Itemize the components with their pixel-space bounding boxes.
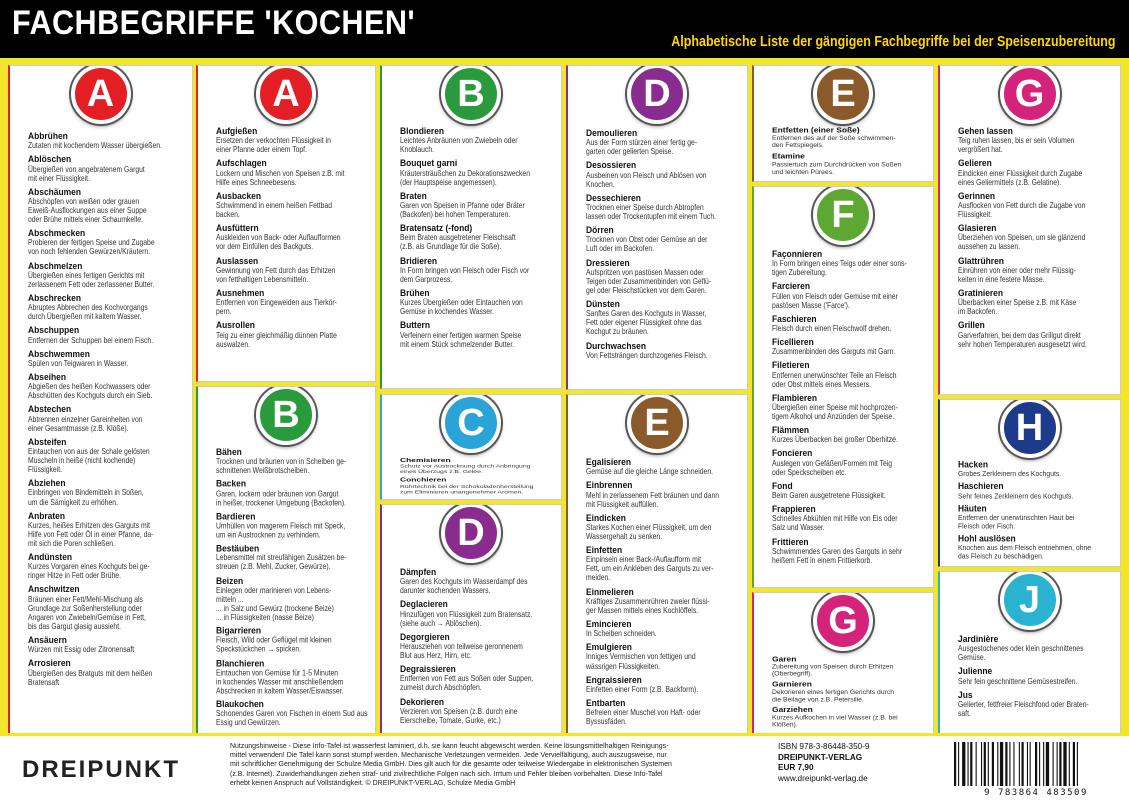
term-name: Abschrecken xyxy=(28,291,82,303)
term-definition: Auskleiden von Back- oder Auflaufformen vor dem Einfüllen des Backguts. xyxy=(216,233,341,252)
term-name: Garen xyxy=(772,654,797,663)
term-definition: Sanftes Garen des Kochguts in Wasser, Fett oder eigener Flüssigkeit ohne das Kochgut zu bräunen. xyxy=(586,309,707,337)
term-definition: Schnelles Abkühlen mit Hilfe von Eis oder Salz und Wasser. xyxy=(772,514,898,533)
term-definition: Schwimmend in einem heißen Fettbad backen. xyxy=(216,200,333,220)
term-definition: Herausziehen von teilweise geronnenem Blut aus Herz, Hirn, etc. xyxy=(400,641,523,661)
term-definition: Probieren der fertigen Speise und Zugabe von noch fehlenden Gewürzen/Kräutern. xyxy=(28,238,155,257)
term-name: Ablöschen xyxy=(28,153,72,165)
term-definition: Inniges Vermischen von fettigen und wässrigen Flüssigkeiten. xyxy=(586,652,696,671)
term-definition: Bräunen einer Fett/Mehl-Mischung als Grundlage zur Soßenherstellung oder Angaren von Zwiebeln/Gemüse in Fett, bis das Gargut glasig aussieht. xyxy=(28,594,146,631)
term-definition: Von Fettsträngen durchzogenes Fleisch. xyxy=(586,350,708,360)
term-name: Abschmecken xyxy=(28,227,86,239)
term-name: Degraissieren xyxy=(400,663,456,675)
letter-badge: G xyxy=(813,592,873,651)
term-definition: Zusammenbinden des Garguts mit Garn. xyxy=(772,347,896,357)
term-name: Gelieren xyxy=(958,157,992,169)
term-name: Bouquet garni xyxy=(400,157,458,169)
term-name: Abstechen xyxy=(28,403,72,415)
term-name: Bardieren xyxy=(216,510,256,522)
term-name: Hacken xyxy=(958,459,989,470)
term-name: Dressieren xyxy=(586,256,630,268)
letter-badge: F xyxy=(813,186,873,245)
term-definition: Aufspritzen von pastösen Massen oder Teigen oder Zusammenbinden von Geflü- gel oder Fleischstücken vor dem Garen. xyxy=(586,267,712,295)
term-definition: Übergießen eines fertigen Gerichts mit zerlassenem Fett oder zerlassener Butter. xyxy=(28,270,155,289)
term-name: Entfetten (einer Soße) xyxy=(772,125,860,135)
term-definition: Leichtes Anbräunen von Zwiebeln oder Knoblauch. xyxy=(400,136,518,155)
term-name: Glattrühren xyxy=(958,254,1004,266)
term-definition: Gemüse auf die gleiche Länge schneiden. xyxy=(586,467,714,477)
term-name: Andünsten xyxy=(28,551,73,563)
term-definition: Abruptes Abbrechen des Kochvorgangs durch Übergießen mit kaltem Wasser. xyxy=(28,303,148,322)
letter-badge: A xyxy=(256,65,316,124)
term-definition: Lebensmittel mit streufähigen Zusätzen be- streuen (z.B. Mehl, Zucker, Gewürze). xyxy=(216,553,347,572)
term-name: Filetieren xyxy=(772,359,810,371)
term-definition: Kurzes Vorgaren eines Kochguts bei ge- ringer Hitze in Fett oder Brühe. xyxy=(28,562,150,581)
term-name: Farcieren xyxy=(772,280,810,292)
term-name: Conchieren xyxy=(400,476,447,484)
term-definition: Einrühren von einer oder mehr Flüssig- keiten in eine festere Masse. xyxy=(958,265,1076,284)
term-name: Flämmen xyxy=(772,424,810,436)
term-name: Abschuppen xyxy=(28,324,80,336)
term-definition: Entfernen der unerwünschten Haut bei Fleisch oder Fisch. xyxy=(958,513,1075,531)
term-definition: Lockern und Mischen von Speisen z.B. mit Hilfe eines Schneebesens. xyxy=(216,168,345,187)
term-definition: Beim Garen ausgetretene Flüssigkeit. xyxy=(772,491,886,501)
term-definition: Knochen aus dem Fleisch entnehmen, ohne das Fleisch zu beschädigen. xyxy=(958,543,1092,561)
term-name: Fond xyxy=(772,479,793,491)
term-definition: Übergießen des Bratguts mit dem heißen Bratensaft xyxy=(28,668,153,687)
letter-badge: J xyxy=(1000,571,1060,630)
term-card-e xyxy=(566,394,748,734)
term-definition: Einbringen von Bindemitteln in Soßen, um die Sämigkeit zu erhöhen. xyxy=(28,488,144,507)
term-card-j xyxy=(938,571,1121,734)
term-name: Blanchieren xyxy=(216,657,265,668)
term-definition: In Form bringen von Fleisch oder Fisch vor dem Garprozess. xyxy=(400,265,530,284)
publication-info xyxy=(778,742,870,784)
term-definition: Trocknen von Obst oder Gemüse an der Luft oder im Backofen. xyxy=(586,235,708,254)
barcode-icon xyxy=(952,742,1120,790)
letter-badge: D xyxy=(441,504,501,563)
term-definition: Schwimmendes Garen des Garguts in sehr heißem Fett in einem Frittierkorb. xyxy=(772,546,902,565)
term-definition: Rührtechnik bei der Schokoladenherstellung zum Eliminieren unangenehmer Aromen. xyxy=(400,483,534,495)
term-definition: Beim Braten ausgetretener Fleischsaft (z.B. als Grundlage für die Soße). xyxy=(400,233,516,252)
term-definition: Teig zu einer gleichmäßig dünnen Platte auswalzen. xyxy=(216,330,337,349)
term-definition: Garen des Kochguts im Wasserdampf des darunter kochenden Wassers. xyxy=(400,577,528,596)
term-name: Einfetten xyxy=(586,544,623,556)
term-name: Backen xyxy=(216,478,247,490)
term-definition: Übergießen einer Speise mit hochprozen- tigem Alkohol und Anzünden der Speise. xyxy=(772,402,898,422)
term-name: Ansäuern xyxy=(28,634,67,646)
term-name: Frittieren xyxy=(772,535,809,547)
term-list xyxy=(586,457,741,730)
term-name: Dekorieren xyxy=(400,695,445,707)
term-name: Dämpfen xyxy=(400,566,437,577)
term-name: Jus xyxy=(958,688,973,700)
term-name: Gratinieren xyxy=(958,286,1004,298)
term-name: Auslassen xyxy=(216,254,259,266)
term-name: Blondieren xyxy=(400,125,445,136)
term-card-b xyxy=(196,386,376,734)
term-name: Deglacieren xyxy=(400,598,448,610)
term-name: Hohl auslösen xyxy=(958,533,1016,544)
term-name: Emincieren xyxy=(586,617,632,629)
term-name: Abbrühen xyxy=(28,130,68,141)
term-name: Aufgießen xyxy=(216,125,258,136)
term-definition: Passiertuch zum Durchdrücken von Soßen und leichten Pürees. xyxy=(772,160,902,176)
isbn: ISBN 978-3-86448-350-9 xyxy=(778,742,870,751)
term-name: Garnieren xyxy=(772,679,812,689)
term-name: Braten xyxy=(400,189,427,201)
poster-canvas xyxy=(0,58,1129,800)
barcode-number: 9 783864 483509 xyxy=(984,788,1088,798)
term-name: Dörren xyxy=(586,224,614,236)
usage-notice: Nutzungshinweise - Diese Info-Tafel ist wasserfest laminiert, d.h. sie kann feucht abgewischt werden. Keine lösungsmittelhaltigen Reinigungs- mittel verwenden! Die Tafel kann sonst stumpf werden. Mechanische Verletzungen vermeiden. Jede Vervielfältigung, auch auszugsweise, nur mit schriftlicher Genehmigung der Schulze Media GmbH. Dies gilt auch für die gesamte oder teilweise Wiedergabe in elektronischen Systemen (z.B. Internet). Zuwiderhandlungen ziehen straf- und zivilrechtliche Folgen nach sich. Irrtum und Fehler bleiben vorbehalten. Diese Info-Tafel erhebt keinen Anspruch auf Vollständigkeit. © DREIPUNKT-VERLAG, Schulze Media GmbH xyxy=(230,741,672,787)
footer xyxy=(0,733,1129,800)
term-definition: Aus der Form stürzen einer fertig ge- garten oder gelierten Speise. xyxy=(586,138,698,157)
term-definition: Eintauchen von aus der Schale gelösten Muscheln in heiße (nicht kochende) Flüssigkeit. xyxy=(28,446,150,475)
term-definition: Ausflocken von Fett durch die Zugabe von Flüssigkeit. xyxy=(958,200,1086,220)
term-definition: Sehr feines Zerkleinern des Kochguts. xyxy=(958,491,1074,500)
term-list xyxy=(958,634,1114,722)
term-list xyxy=(772,249,927,569)
term-name: Garziehen xyxy=(772,705,813,714)
term-list xyxy=(400,126,555,353)
term-card-d xyxy=(380,504,562,734)
term-name: Egalisieren xyxy=(586,456,632,467)
term-name: Ficellieren xyxy=(772,336,814,348)
term-definition: Füllen von Fleisch oder Gemüse mit einer pastösen Masse ('Farce'). xyxy=(772,291,898,310)
term-name: Blaukochen xyxy=(216,698,264,710)
term-name: Ausnehmen xyxy=(216,286,265,298)
term-definition: In Form bringen eines Teigs oder einer sons- tigen Zubereitung. xyxy=(772,259,907,278)
term-name: Julienne xyxy=(958,665,993,677)
term-name: Bestäuben xyxy=(216,542,260,554)
term-list xyxy=(216,126,369,353)
term-name: Degorgieren xyxy=(400,630,450,642)
term-definition: Überziehen von Speisen, um sie glänzend aussehen zu lassen. xyxy=(958,233,1086,252)
letter-badge: B xyxy=(256,386,316,445)
term-definition: Einfetten einer Form (z.B. Backform). xyxy=(586,684,699,694)
term-definition: Überbacken einer Speise z.B. mit Käse im Backofen. xyxy=(958,298,1077,317)
term-card-b xyxy=(380,65,562,389)
term-definition: Kurzes, heißes Erhitzen des Garguts mit Hilfe von Fett oder Öl in einer Pfanne, da- mit sich die Poren schließen. xyxy=(28,520,154,548)
term-definition: Kräutersträußchen zu Dekorationszwecken (der Hauptspeise angemessen). xyxy=(400,168,531,187)
term-definition: Entfernen des auf der Soße schwimmen- den Fettspiegels. xyxy=(772,134,896,150)
term-definition: Verzieren von Speisen (z.B. durch eine Eierscheibe, Tomate, Gurke, etc.) xyxy=(400,706,518,725)
term-definition: Kurzes Übergießen oder Eintauchen von Gemüse in kochendes Wasser. xyxy=(400,298,523,317)
term-definition: Kräftiges Zusammenrühren zweier flüssi- ger Massen mittels eines Kochlöffels. xyxy=(586,596,710,615)
term-definition: Starkes Kochen einer Flüssigkeit, um den Wassergehalt zu senken. xyxy=(586,522,712,541)
term-name: Einbrennen xyxy=(586,479,633,491)
term-card-c xyxy=(380,394,562,500)
letter-badge: E xyxy=(627,394,687,453)
term-name: Beizen xyxy=(216,574,244,586)
term-definition: Fleisch durch einen Fleischwolf drehen. xyxy=(772,323,892,333)
term-definition: Eintauchen von Gemüse für 1-5 Minuten in kochendes Wasser mit anschließendem Abschrecken in kaltem Wasser/Eiswasser. xyxy=(216,668,344,696)
term-name: Eindicken xyxy=(586,511,626,523)
letter-badge: H xyxy=(1000,399,1060,458)
term-name: Demoulieren xyxy=(586,127,638,138)
term-definition: Gewinnung von Fett durch das Erhitzen von fetthaltigen Lebensmitteln. xyxy=(216,265,336,284)
term-list xyxy=(400,567,555,729)
term-name: Entbarten xyxy=(586,696,626,708)
term-definition: Kurzes Aufkochen in viel Wasser (z.B. bei Klößen). xyxy=(772,713,898,728)
term-list xyxy=(958,460,1114,564)
term-name: Engraissieren xyxy=(586,673,642,685)
page-title: FACHBEGRIFFE 'KOCHEN' xyxy=(12,4,416,42)
term-name: Aufschlagen xyxy=(216,157,267,169)
term-name: Dünsten xyxy=(586,298,620,310)
term-name: Chemisieren xyxy=(400,456,451,464)
term-card-h xyxy=(938,399,1121,567)
term-name: Abschäumen xyxy=(28,185,81,197)
term-name: Bähen xyxy=(216,446,242,457)
term-name: Glasieren xyxy=(958,222,997,234)
term-name: Haschieren xyxy=(958,480,1004,492)
header-bar xyxy=(0,0,1129,58)
term-definition: Abschöpfen von weißen oder grauen Eiweiß-Ausflockungen aus einer Suppe oder Brühe mittels einer Schaumkelle. xyxy=(28,196,147,225)
term-definition: Schutz vor Austrocknung durch Anbringung eines Überzugs z.B. Gelee. xyxy=(400,463,531,475)
term-name: Anschwitzen xyxy=(28,583,80,595)
term-definition: Eindicken einer Flüssigkeit durch Zugabe eines Geliermittels (z.B. Gelatine). xyxy=(958,168,1083,187)
term-name: Ausfüttern xyxy=(216,222,259,234)
term-definition: Einlegen oder marinieren von Lebens- mitteln ... ... in Salz und Gewürz (trockene Beize) ... in Flüssigkeiten (nasse Beize) xyxy=(216,585,334,622)
term-name: Durchwachsen xyxy=(586,339,647,351)
price: EUR 7,90 xyxy=(778,763,814,772)
term-name: Dessechieren xyxy=(586,191,641,203)
term-name: Bridieren xyxy=(400,254,438,266)
term-name: Einmelieren xyxy=(586,585,634,597)
term-definition: In Scheiben schneiden. xyxy=(586,629,657,639)
term-definition: Gelierter, fettfreier Fleischfond oder Braten- saft. xyxy=(958,699,1089,718)
term-name: Anbraten xyxy=(28,509,66,521)
term-definition: Entfernen von Eingeweiden aus Tierkör- pern. xyxy=(216,298,337,317)
term-name: Ausrollen xyxy=(216,319,255,331)
term-definition: Entfernen von Fett aus Soßen oder Suppen, zumeist durch Abschöpfen. xyxy=(400,674,534,693)
term-name: Etamine xyxy=(772,151,805,161)
term-definition: Abtrennen einzelner Gareinheiten von einer Gesamtmasse (z.B. Klöße). xyxy=(28,414,143,433)
term-card-a xyxy=(8,65,193,734)
term-definition: Hinzufügen von Flüssigkeit zum Bratensatz. (siehe auch → Ablöschen). xyxy=(400,609,533,628)
term-name: Emulgieren xyxy=(586,641,632,653)
term-name: Gehen lassen xyxy=(958,125,1013,136)
letter-badge: G xyxy=(1000,65,1060,124)
term-definition: Auslegen von Gefäßen/Formen mit Teig oder Speckscheiben etc. xyxy=(772,458,893,477)
term-definition: Entfernen der Schuppen bei einem Fisch. xyxy=(28,335,154,345)
term-list xyxy=(958,126,1114,353)
letter-badge: A xyxy=(71,65,131,124)
term-definition: Abgießen des heißen Kochwassers oder Abschütten des Kochguts durch ein Sieb. xyxy=(28,382,153,401)
term-name: Faschieren xyxy=(772,312,817,324)
term-list xyxy=(28,131,186,691)
term-name: Häuten xyxy=(958,502,987,514)
term-definition: Befreien einer Muschel von Haft- oder Byssusfäden. xyxy=(586,708,701,727)
term-card-f xyxy=(752,186,934,588)
publisher-url[interactable]: www.dreipunkt-verlag.de xyxy=(778,773,868,783)
term-definition: Zubereitung von Speisen durch Erhitzen (Oberbegriff). xyxy=(772,662,894,678)
letter-badge: D xyxy=(627,65,687,124)
term-definition: Trocknen und bräunen von in Scheiben ge- schnittenen Weißbrotscheiben. xyxy=(216,457,347,476)
term-definition: Entfernen unerwünschter Teile an Fleisch oder Obst mittels eines Messers. xyxy=(772,370,897,389)
term-definition: Spülen von Teigwaren in Wasser. xyxy=(28,358,129,368)
term-list xyxy=(400,457,555,497)
term-name: Ausbacken xyxy=(216,189,262,201)
term-name: Gerinnen xyxy=(958,189,996,201)
term-name: Brühen xyxy=(400,286,430,298)
term-name: Arrosieren xyxy=(28,657,71,669)
term-name: Absteifen xyxy=(28,435,67,447)
term-card-g xyxy=(752,592,934,734)
term-definition: Garen, lockern oder bräunen von Gargut in heißer, trockener Umgebung (Backofen). xyxy=(216,489,347,508)
term-definition: Verfeinern einer fertigen warmen Speise mit einem Stück schmelzender Butter. xyxy=(400,330,522,349)
term-definition: Kurzes Überbacken bei großer Oberhitze. xyxy=(772,435,898,445)
term-card-e xyxy=(752,65,934,182)
term-definition: Mehl in zerlassenem Fett bräunen und dann mit Flüssigkeit auffüllen. xyxy=(586,490,720,509)
term-name: Abschwemmen xyxy=(28,347,90,359)
term-definition: Ausbeinen von Fleisch und Ablösen von Knochen. xyxy=(586,170,707,189)
term-name: Flambieren xyxy=(772,391,818,403)
publisher-logo: DREIPUNKT xyxy=(22,756,181,783)
term-name: Abziehen xyxy=(28,477,66,489)
term-definition: Übergießen von angebratenem Gargut mit einer Flüssigkeit. xyxy=(28,164,145,183)
term-card-d xyxy=(566,65,748,390)
term-name: Abschmelzen xyxy=(28,259,83,271)
term-name: Foncieren xyxy=(772,447,813,459)
letter-badge: B xyxy=(441,65,501,124)
term-definition: Fleisch, Wild oder Geflügel mit kleinen Speckstückchen → spicken. xyxy=(216,636,332,654)
term-definition: Zutaten mit kochendem Wasser übergießen. xyxy=(28,141,162,151)
term-definition: Ersetzen der verkochten Flüssigkeit in einer Pfanne oder einem Topf. xyxy=(216,136,331,155)
publisher-name: DREIPUNKT-VERLAG xyxy=(778,752,863,762)
term-name: Desossieren xyxy=(586,159,637,171)
term-definition: Einpinseln einer Back-/Auflaufform mit Fett, um ein Ankleben des Garguts zu ver- meiden. xyxy=(586,555,714,583)
term-name: Bigarrieren xyxy=(216,624,262,636)
term-name: Façonnieren xyxy=(772,248,823,259)
term-definition: Grobes Zerkleinern des Kochguts. xyxy=(958,469,1062,478)
term-definition: Schonendes Garen von Fischen in einem Sud aus Essig und Gewürzen. xyxy=(216,709,368,728)
term-name: Jardinière xyxy=(958,633,999,644)
term-name: Frappieren xyxy=(772,503,816,515)
term-name: Buttern xyxy=(400,319,431,331)
term-list xyxy=(772,655,927,731)
term-definition: Umhüllen von magerem Fleisch mit Speck, um ein Austrocknen zu verhindern. xyxy=(216,521,346,540)
term-definition: Garverfahren, bei dem das Grillgut direkt sehr hohen Temperaturen ausgesetzt wird. xyxy=(958,330,1087,349)
term-list xyxy=(586,128,741,364)
term-definition: Sehr fein geschnittene Gemüsestreifen. xyxy=(958,676,1078,686)
term-definition: Dekorieren eines fertigen Gerichts durch die Beilage von z.B. Petersilie. xyxy=(772,688,895,703)
term-name: Grillen xyxy=(958,319,985,331)
term-list xyxy=(772,126,927,179)
term-card-a xyxy=(196,65,376,382)
letter-badge: E xyxy=(813,65,873,124)
term-definition: Würzen mit Essig oder Zitronensaft xyxy=(28,645,135,655)
term-card-g xyxy=(938,65,1121,395)
term-list xyxy=(216,447,369,731)
letter-badge: C xyxy=(441,394,501,453)
term-name: Bratensatz (-fond) xyxy=(400,222,473,234)
term-definition: Teig ruhen lassen, bis er sein Volumen vergrößert hat. xyxy=(958,136,1075,155)
term-definition: Garen von Speisen in Pfanne oder Bräter (Backofen) bei hohen Temperaturen. xyxy=(400,200,525,220)
page-subtitle: Alphabetische Liste der gängigen Fachbegriffe bei der Speisenzubereitung xyxy=(670,34,1115,50)
term-definition: Ausgestochenes oder klein geschnittenes Gemüse. xyxy=(958,644,1084,663)
term-definition: Trocknen einer Speise durch Abtropfen lassen oder Trockentupfen mit einem Tuch. xyxy=(586,202,717,222)
term-name: Abseihen xyxy=(28,370,66,382)
